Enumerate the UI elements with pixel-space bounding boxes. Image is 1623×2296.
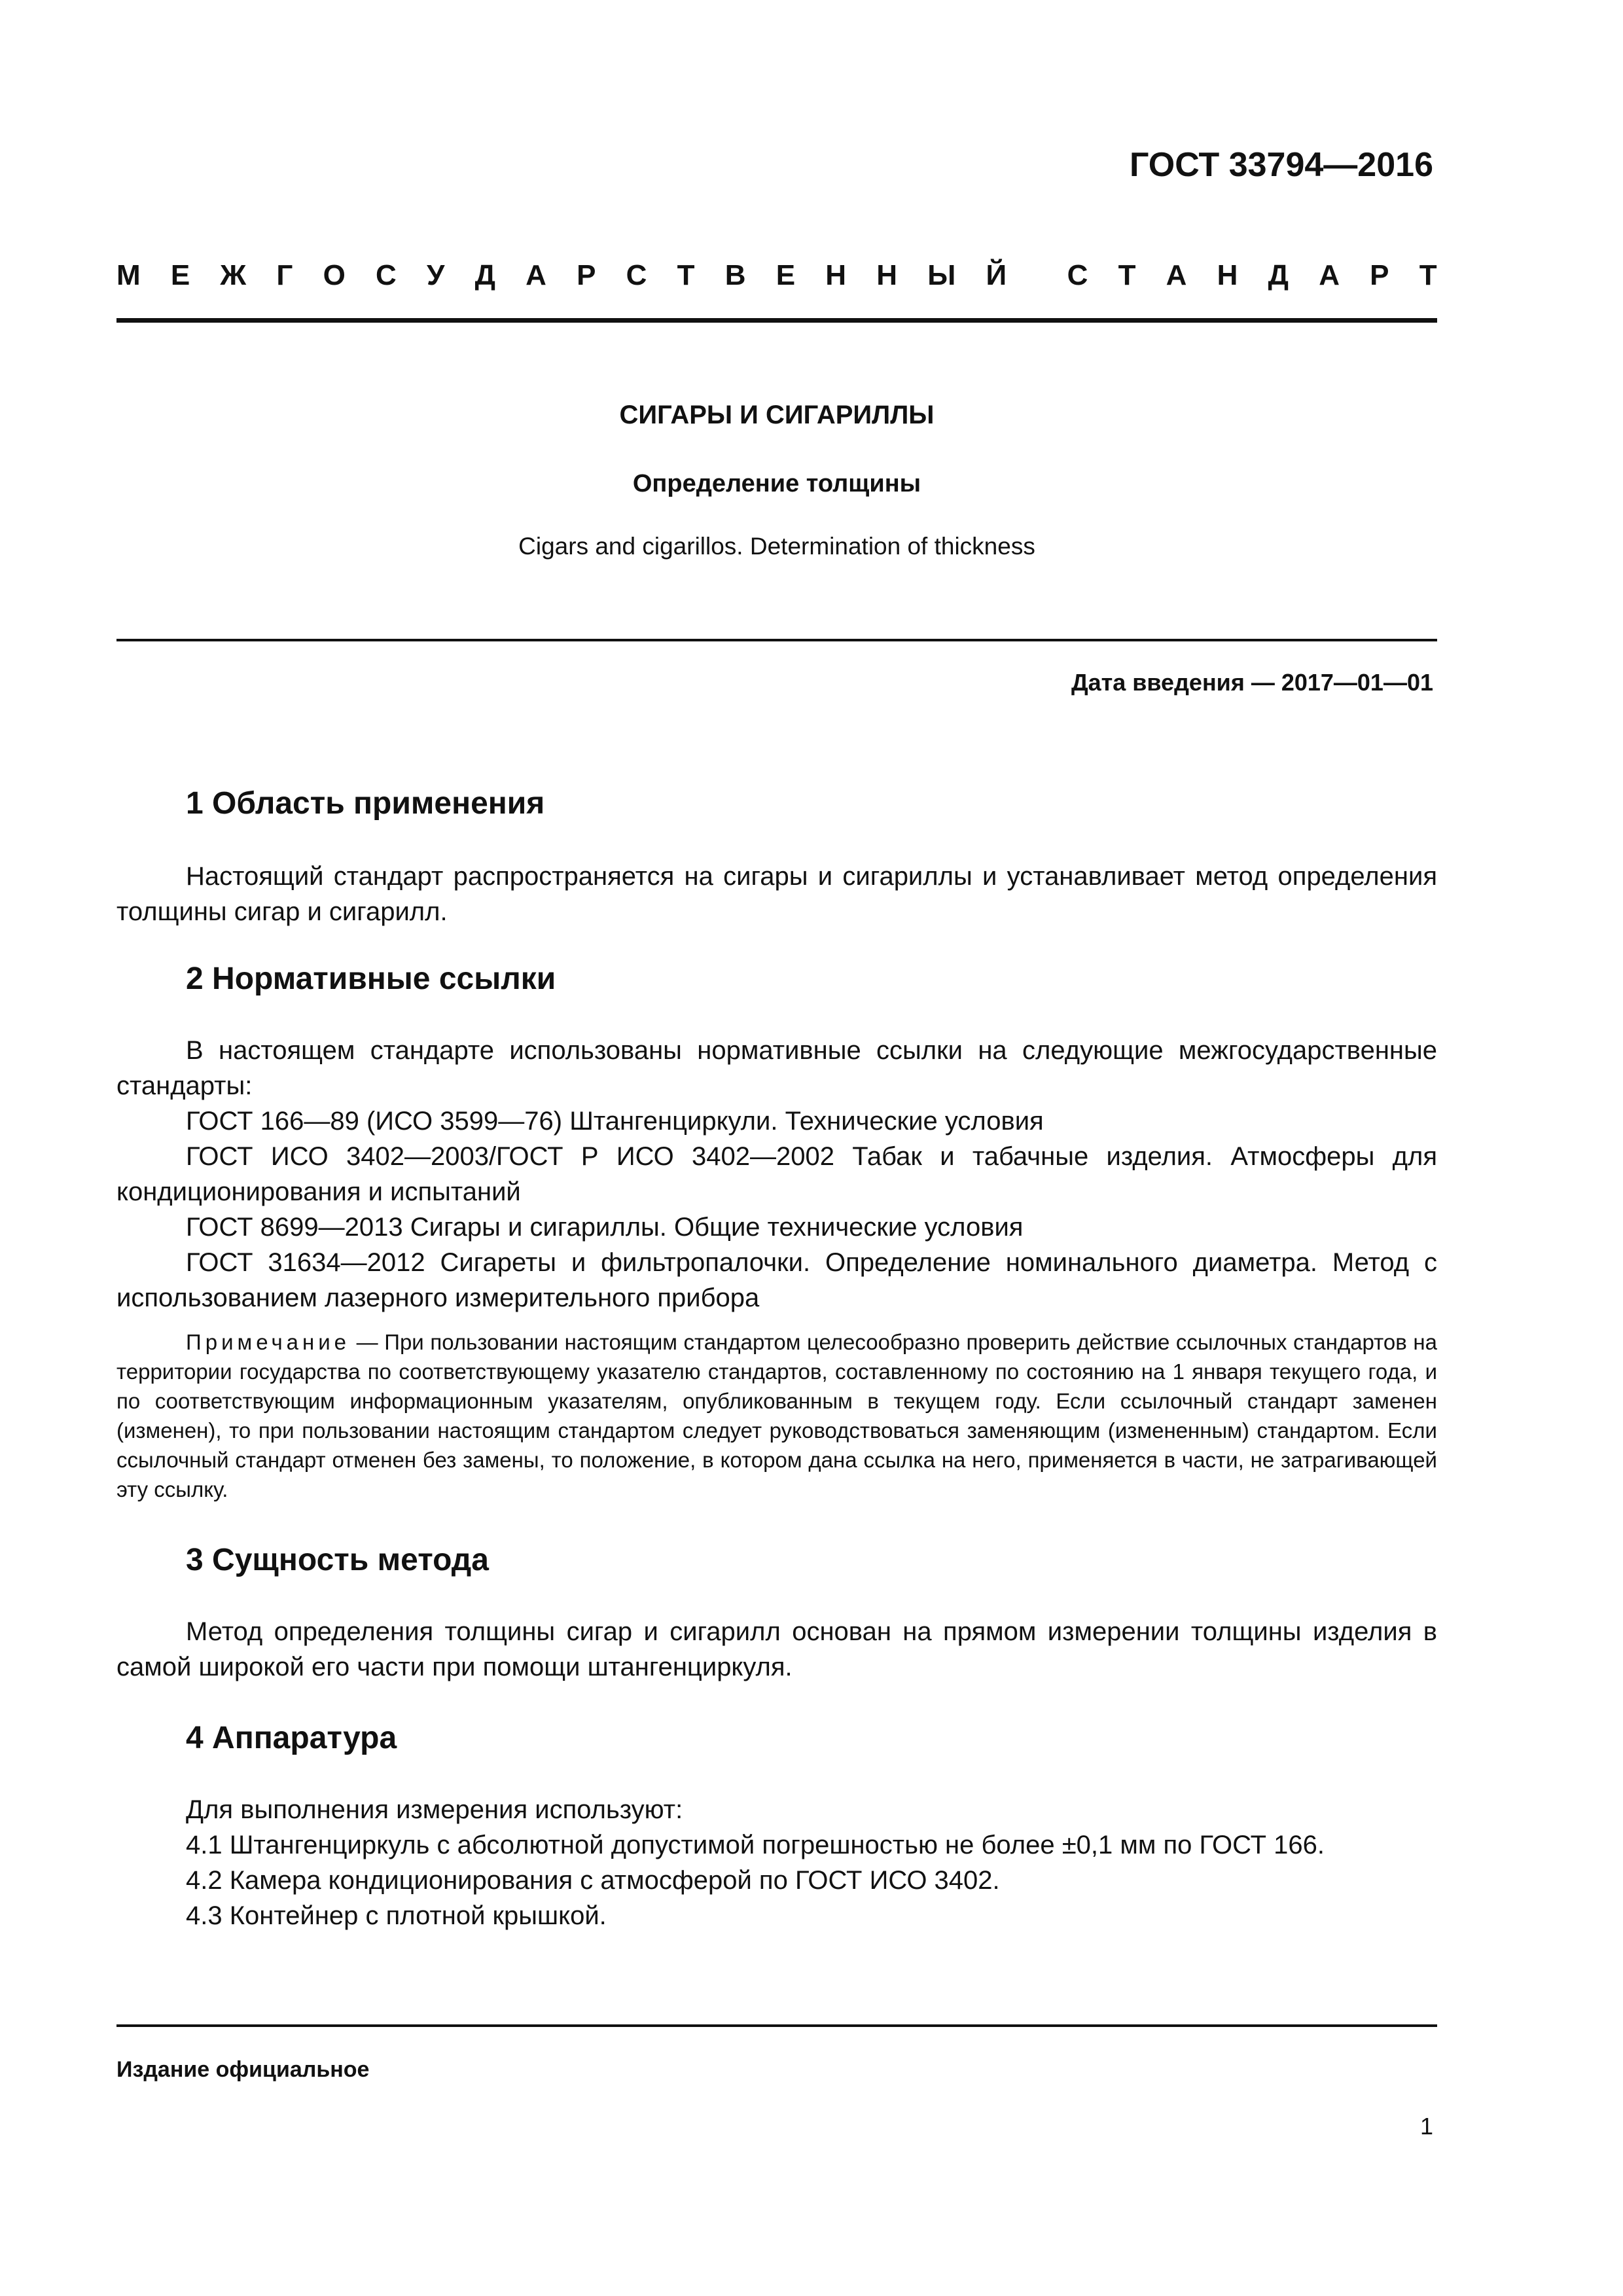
footer-divider	[116, 2024, 1437, 2027]
banner-letter: Е	[776, 259, 796, 291]
edition-label: Издание официальное	[116, 2057, 370, 2082]
banner-letter: Н	[876, 259, 898, 291]
banner-letter: Д	[474, 259, 495, 291]
section-3-heading: 3 Сущность метода	[186, 1543, 489, 1577]
standard-type-banner	[116, 259, 1437, 292]
banner-letter: Т	[677, 259, 695, 291]
banner-letter: У	[426, 259, 445, 291]
banner-letter: М	[116, 259, 141, 291]
reference-item: ГОСТ 166—89 (ИСО 3599—76) Штангенциркули. Технические условия	[186, 1107, 1044, 1136]
header-divider	[116, 318, 1437, 323]
section-4-intro: Для выполнения измерения используют:	[186, 1795, 683, 1824]
english-title: Cigars and cigarillos. Determination of thickness	[518, 533, 1035, 560]
section-1-heading: 1 Область применения	[186, 786, 545, 821]
banner-letter: Н	[825, 259, 847, 291]
banner-letter: О	[323, 259, 346, 291]
section-3-text: Метод определения толщины сигар и сигарилл основан на прямом измерении толщины изделия в самой широкой его части при помощи штангенциркуля.	[116, 1617, 1437, 1681]
banner-letter: С	[376, 259, 397, 291]
banner-letter: Т	[1419, 259, 1437, 291]
section-2-intro: В настоящем стандарте использованы нормативные ссылки на следующие межгосударственные стандарты:	[116, 1036, 1437, 1100]
banner-letter: Е	[170, 259, 190, 291]
title-divider	[116, 639, 1437, 641]
banner-letter: Д	[1268, 259, 1289, 291]
page-number: 1	[1419, 2113, 1433, 2140]
apparatus-item: 4.3 Контейнер с плотной крышкой.	[186, 1901, 607, 1930]
banner-letter: Н	[1217, 259, 1238, 291]
banner-letter: С	[1067, 259, 1088, 291]
banner-letter: А	[526, 259, 546, 291]
banner-letter: Т	[1118, 259, 1136, 291]
banner-letter: Г	[276, 259, 293, 291]
banner-letter: А	[1166, 259, 1187, 291]
banner-letter: Ж	[220, 259, 247, 291]
banner-letter: А	[1319, 259, 1340, 291]
banner-letter: Р	[577, 259, 596, 291]
note-text: — При пользовании настоящим стандартом целесообразно проверить действие ссылочных стандартов на территории государства по соответствующему указателю стандартов, составленному по состоянию на 1 января текущего года, и по соответствующим информационным указателям, опубликованным в текущем году. Если ссылочный стандарт заменен (изменен), то при пользовании настоящим стандартом следует руководствоваться заменяющим (измененным) стандартом. Если ссылочный стандарт отменен без замены, то положение, в котором дана ссылка на него, применяется в части, не затрагивающей эту ссылку.	[116, 1330, 1437, 1501]
section-1-text: Настоящий стандарт распространяется на сигары и сигариллы и устанавливает метод определения толщины сигар и сигарилл.	[116, 862, 1437, 926]
document-title: СИГАРЫ И СИГАРИЛЛЫ	[619, 401, 935, 429]
banner-letter: С	[626, 259, 647, 291]
apparatus-item: 4.2 Камера кондиционирования с атмосферой по ГОСТ ИСО 3402.	[186, 1866, 1000, 1895]
banner-letter: Ы	[927, 259, 956, 291]
section-4-heading: 4 Аппаратура	[186, 1721, 397, 1755]
reference-item: ГОСТ 8699—2013 Сигары и сигариллы. Общие технические условия	[186, 1213, 1024, 1242]
section-2-heading: 2 Нормативные ссылки	[186, 961, 556, 996]
banner-letter: В	[724, 259, 746, 291]
banner-letter: Й	[986, 259, 1007, 291]
banner-letter: Р	[1370, 259, 1389, 291]
intro-date: Дата введения — 2017—01—01	[1071, 669, 1433, 696]
document-number: ГОСТ 33794—2016	[1130, 146, 1433, 184]
reference-item: ГОСТ 31634—2012 Сигареты и фильтропалочки. Определение номинального диаметра. Метод с использованием лазерного измерительного прибора	[116, 1248, 1437, 1312]
apparatus-item: 4.1 Штангенциркуль с абсолютной допустимой погрешностью не более ±0,1 мм по ГОСТ 166.	[186, 1831, 1325, 1859]
document-subtitle: Определение толщины	[632, 470, 921, 497]
note-label: Примечание	[186, 1330, 351, 1354]
note	[116, 1327, 1437, 1504]
reference-item: ГОСТ ИСО 3402—2003/ГОСТ Р ИСО 3402—2002 Табак и табачные изделия. Атмосферы для кондиционирования и испытаний	[116, 1142, 1437, 1206]
